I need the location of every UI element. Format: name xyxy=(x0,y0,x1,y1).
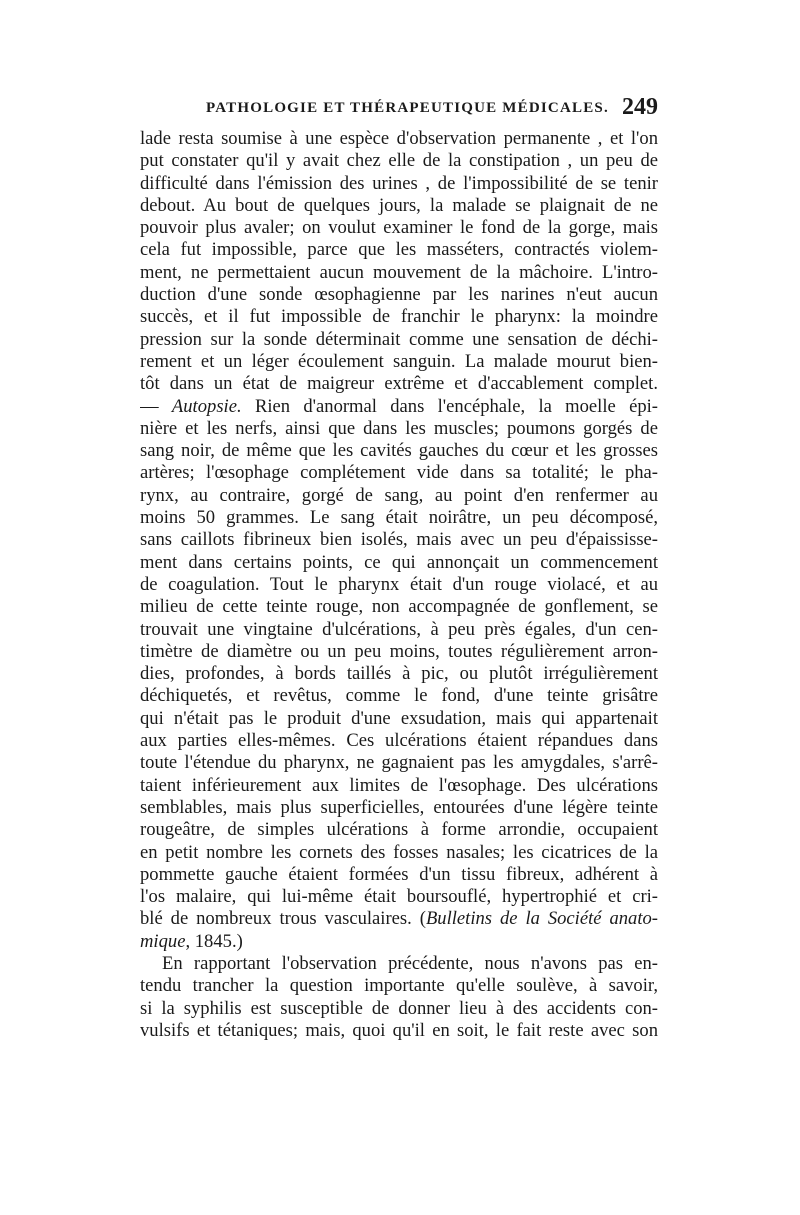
text-line: de coagulation. Tout le pharynx était d'un rouge violacé, et au xyxy=(140,573,658,595)
running-title: PATHOLOGIE ET THÉRAPEUTIQUE MÉDICALES. xyxy=(206,100,609,116)
citation-lead: blé de nombreux trous vasculaires. ( xyxy=(140,908,426,930)
text-line: trouvait une vingtaine d'ulcérations, à peu près égales, d'un cen- xyxy=(140,618,658,640)
text-line: ment, ne permettaient aucun mouvement de la mâchoire. L'intro- xyxy=(140,261,658,283)
citation-title: Bulletins de la Société anato- xyxy=(425,908,658,930)
body-text xyxy=(140,128,658,1042)
citation-title-end: mique xyxy=(140,930,186,952)
text-line: nière et les nerfs, ainsi que dans les muscles; poumons gorgés de xyxy=(140,417,658,439)
text-line: dies, profondes, à bords taillés à pic, ou plutôt irrégulièrement xyxy=(140,663,658,685)
text-line: rougeâtre, de simples ulcérations à forme arrondie, occupaient xyxy=(140,819,658,841)
text-line: succès, et il fut impossible de franchir le pharynx: la moindre xyxy=(140,306,658,328)
citation-year: , 1845.) xyxy=(185,930,243,952)
text-line: qui n'était pas le produit d'une exsudation, mais qui appartenait xyxy=(140,707,658,729)
text-line: difficulté dans l'émission des urines , de l'impossibilité de se tenir xyxy=(140,172,658,194)
text-line: milieu de cette teinte rouge, non accompagnée de gonflement, se xyxy=(140,596,658,618)
text-line: put constater qu'il y avait chez elle de la constipation , un peu de xyxy=(140,150,658,172)
autopsy-text: Rien d'anormal dans l'encéphale, la moelle épi- xyxy=(241,395,658,417)
text-line: moins 50 grammes. Le sang était noirâtre, un peu décomposé, xyxy=(140,507,658,529)
text-line: tôt dans un état de maigreur extrême et d'accablement complet. xyxy=(140,373,658,395)
text-line: rynx, au contraire, gorgé de sang, au point d'en renfermer au xyxy=(140,484,658,506)
text-line: déchiquetés, et revêtus, comme le fond, d'une teinte grisâtre xyxy=(140,685,658,707)
text-line: semblables, mais plus superficielles, entourées d'une légère teinte xyxy=(140,796,658,818)
page-number: 249 xyxy=(622,94,658,120)
running-head xyxy=(140,94,658,124)
text-line: si la syphilis est susceptible de donner lieu à des accidents con- xyxy=(140,997,658,1019)
text-line: duction d'une sonde œsophagienne par les narines n'eut aucun xyxy=(140,284,658,306)
autopsy-label: Autopsie. xyxy=(171,395,242,417)
text-line: lade resta soumise à une espèce d'observation permanente , et l'on xyxy=(140,128,658,149)
autopsy-dash: — xyxy=(140,395,172,417)
citation-line-end xyxy=(140,931,658,953)
text-line: pommette gauche étaient formées d'un tissu fibreux, adhérent à xyxy=(140,863,658,885)
text-line: en petit nombre les cornets des fosses nasales; les cicatrices de la xyxy=(140,841,658,863)
text-line: aux parties elles-mêmes. Ces ulcérations étaient répandues dans xyxy=(140,730,658,752)
text-line: pression sur la sonde déterminait comme une sensation de déchi- xyxy=(140,328,658,350)
text-line: timètre de diamètre ou un peu moins, toutes régulièrement arron- xyxy=(140,640,658,662)
text-line: debout. Au bout de quelques jours, la malade se plaignait de ne xyxy=(140,194,658,216)
citation-line xyxy=(140,908,658,930)
autopsy-line xyxy=(140,396,658,418)
text-line: sang noir, de même que les cavités gauches du cœur et les grosses xyxy=(140,440,658,462)
text-line: sans caillots fibrineux bien isolés, mais avec un peu d'épaississe- xyxy=(140,529,658,551)
text-line: l'os malaire, qui lui-même était boursouflé, hypertrophié et cri- xyxy=(140,886,658,908)
text-line: ment dans certains points, ce qui annonçait un commencement xyxy=(140,551,658,573)
text-line: pouvoir plus avaler; on voulut examiner le fond de la gorge, mais xyxy=(140,217,658,239)
paragraph-first-line: En rapportant l'observation précédente, nous n'avons pas en- xyxy=(162,952,658,974)
text-line: toute l'étendue du pharynx, ne gagnaient pas les amygdales, s'arrê- xyxy=(140,752,658,774)
text-line: artères; l'œsophage complétement vide dans sa totalité; le pha- xyxy=(140,462,658,484)
text-line: cela fut impossible, parce que les masséters, contractés violem- xyxy=(140,239,658,261)
text-line: tendu trancher la question importante qu'elle soulève, à savoir, xyxy=(140,975,658,997)
text-line: vulsifs et tétaniques; mais, quoi qu'il en soit, le fait reste avec son xyxy=(140,1019,658,1041)
text-line: taient inférieurement aux limites de l'œsophage. Des ulcérations xyxy=(140,774,658,796)
text-line: rement et un léger écoulement sanguin. La malade mourut bien- xyxy=(140,350,658,372)
